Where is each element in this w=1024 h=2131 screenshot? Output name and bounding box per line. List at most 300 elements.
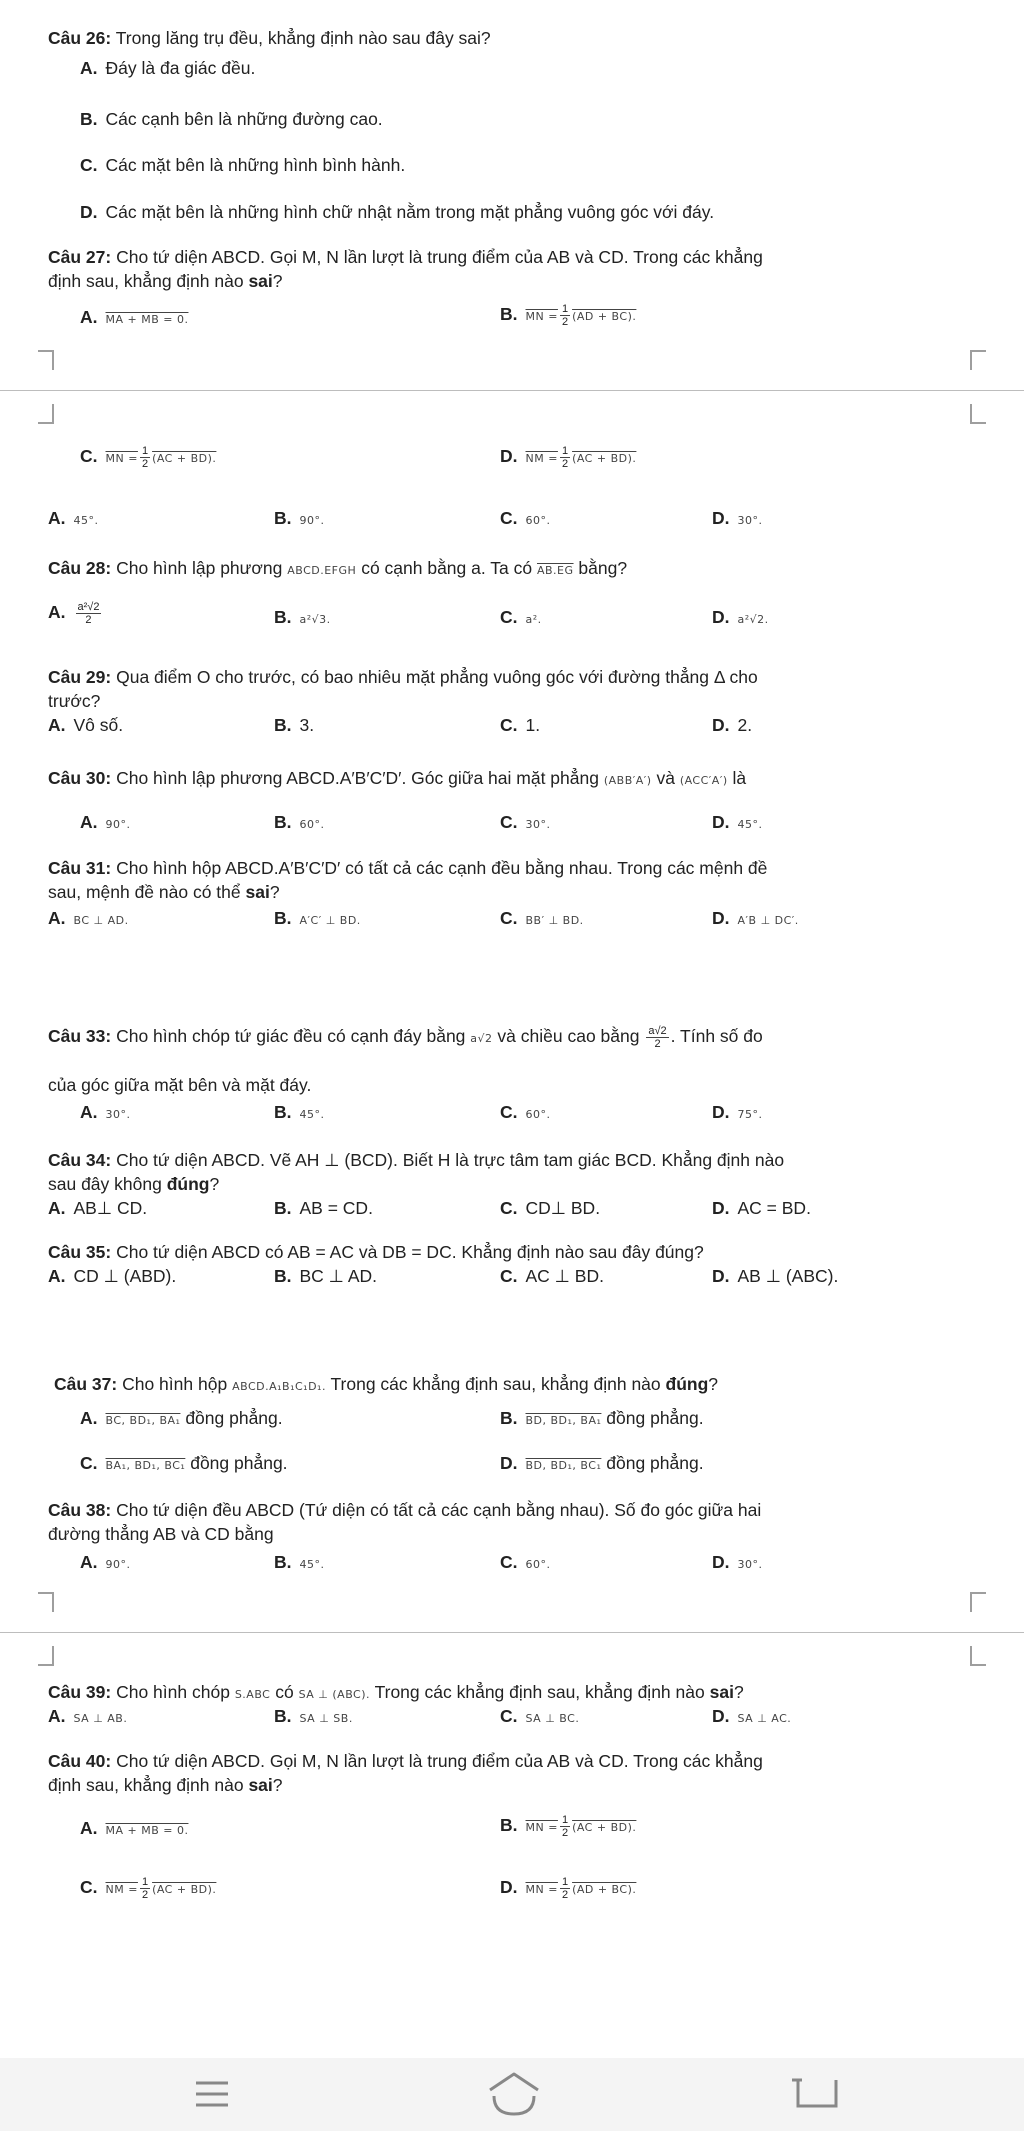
q29-a-label: A. xyxy=(48,715,66,735)
q34-stem-end: ? xyxy=(209,1174,220,1194)
q28-stem-math: ABCD.EFGH xyxy=(287,564,357,577)
q26-c-label: C. xyxy=(80,155,98,175)
q34-b-label: B. xyxy=(274,1198,292,1218)
q31-option-c xyxy=(500,906,584,933)
q39-option-a xyxy=(48,1704,127,1731)
q40-a-label: A. xyxy=(80,1818,98,1838)
menu-icon xyxy=(188,2072,236,2116)
q30-option-a xyxy=(80,810,131,837)
q27-stem-text-1: Cho tứ diện ABCD. Gọi M, N lần lượt là trung điểm của AB và CD. Trong các khẳng xyxy=(116,247,763,267)
q37-option-d xyxy=(500,1451,704,1478)
q28-option-a xyxy=(48,600,103,626)
q30-option-c xyxy=(500,810,551,837)
q39-stem-text-3: Trong các khẳng định sau, khẳng định nào xyxy=(374,1682,705,1702)
q38-option-a xyxy=(80,1550,131,1577)
q40-a-math: MA + MB = 0. xyxy=(105,1824,189,1837)
q28-c-val: a². xyxy=(525,613,542,626)
q28-b-label: B. xyxy=(274,607,292,627)
q30-c-val: 30°. xyxy=(525,818,551,831)
q27x-a-val: 45°. xyxy=(73,514,99,527)
menu-button[interactable] xyxy=(188,2072,236,2116)
q39-a-label: A. xyxy=(48,1706,66,1726)
q27-stem-line2 xyxy=(48,269,283,293)
q35-c-label: C. xyxy=(500,1266,518,1286)
q27-stem-line1 xyxy=(48,245,763,269)
q34-stem-text-1: Cho tứ diện ABCD. Vẽ AH ⊥ (BCD). Biết H là trực tâm tam giác BCD. Khẳng định nào xyxy=(116,1150,785,1170)
q39-stem-math2: SA ⊥ (ABC). xyxy=(298,1688,371,1701)
q40-stem-line2 xyxy=(48,1773,283,1797)
q39-a-val: SA ⊥ AB. xyxy=(73,1712,128,1725)
q28-stem-text-3: bằng? xyxy=(578,558,628,578)
q39-label: Câu 39: xyxy=(48,1682,112,1702)
q29-d-label: D. xyxy=(712,715,730,735)
q37-option-c xyxy=(80,1451,288,1478)
q33-option-b xyxy=(274,1100,325,1127)
q35-label: Câu 35: xyxy=(48,1242,112,1262)
q34-option-a xyxy=(48,1196,147,1220)
q27-stem-end: ? xyxy=(272,271,283,291)
q33-h-num: a√2 xyxy=(648,1024,667,1037)
q27-c-rhs: (AC + BD). xyxy=(152,452,217,465)
q27x-b-val: 90°. xyxy=(299,514,325,527)
q30-b-label: B. xyxy=(274,812,292,832)
q38-a-val: 90°. xyxy=(105,1558,131,1571)
q27-c-frac-num: 1 xyxy=(141,444,149,457)
q33-stem-text-1: Cho hình chóp tứ giác đều có cạnh đáy bằng xyxy=(116,1026,466,1046)
q35-d-label: D. xyxy=(712,1266,730,1286)
q37-d-label: D. xyxy=(500,1453,518,1473)
q27x-d-label: D. xyxy=(712,508,730,528)
q31-option-b xyxy=(274,906,361,933)
q29-stem-line1 xyxy=(48,665,758,689)
q27-answers-d xyxy=(712,506,763,533)
q28-a-frac xyxy=(76,601,102,626)
q35-stem xyxy=(48,1240,704,1264)
q27-b-lhs: MN = xyxy=(525,310,558,323)
q40-option-c xyxy=(80,1875,216,1902)
q34-a-label: A. xyxy=(48,1198,66,1218)
q26-d-label: D. xyxy=(80,202,98,222)
page-corner-mark xyxy=(970,1646,986,1666)
q28-option-d xyxy=(712,605,769,632)
q40-c-frac xyxy=(140,1876,150,1901)
q40-d-rhs: (AD + BC). xyxy=(572,1883,637,1896)
q30-stem-text-3: là xyxy=(732,768,747,788)
q28-option-c xyxy=(500,605,542,632)
q26-d-text: Các mặt bên là những hình chữ nhật nằm trong mặt phẳng vuông góc với đáy. xyxy=(105,202,715,222)
q29-option-d xyxy=(712,713,752,737)
q39-d-label: D. xyxy=(712,1706,730,1726)
q37-d-math: BD, BD₁, BC₁ xyxy=(525,1459,602,1472)
q26-option-a xyxy=(80,56,255,80)
q35-option-c xyxy=(500,1264,604,1288)
q35-option-a xyxy=(48,1264,176,1288)
q33-stem-text-4: của góc giữa mặt bên và mặt đáy. xyxy=(48,1075,312,1095)
q33-stem-math1: a√2 xyxy=(470,1032,493,1045)
q34-b-text: AB = CD. xyxy=(299,1198,373,1218)
q37-stem-bold: đúng xyxy=(665,1374,709,1394)
q31-stem-line2 xyxy=(48,880,280,904)
q28-a-num: a²√2 xyxy=(77,600,100,613)
q31-d-val: A′B ⊥ DC′. xyxy=(737,914,799,927)
q27-d-frac xyxy=(560,445,570,470)
q40-c-rhs: (AC + BD). xyxy=(152,1883,217,1896)
q37-stem-end: ? xyxy=(708,1374,719,1394)
q30-option-d xyxy=(712,810,763,837)
q38-stem-text-2: đường thẳng AB và CD bằng xyxy=(48,1524,274,1544)
q27-c-frac-den: 2 xyxy=(141,457,149,470)
q34-a-text: AB⊥ CD. xyxy=(73,1198,148,1218)
q39-stem-text-1: Cho hình chóp xyxy=(116,1682,230,1702)
q40-option-b xyxy=(500,1813,636,1840)
q40-b-label: B. xyxy=(500,1815,518,1835)
q27-b-rhs: (AD + BC). xyxy=(572,310,637,323)
q31-b-val: A′C′ ⊥ BD. xyxy=(299,914,361,927)
q39-option-d xyxy=(712,1704,791,1731)
q38-b-label: B. xyxy=(274,1552,292,1572)
q33-option-a xyxy=(80,1100,131,1127)
page-corner-mark xyxy=(970,404,986,424)
q35-a-text: CD ⊥ (ABD). xyxy=(73,1266,177,1286)
q37-a-label: A. xyxy=(80,1408,98,1428)
q37-option-a xyxy=(80,1406,283,1433)
q30-a-val: 90°. xyxy=(105,818,131,831)
q34-d-text: AC = BD. xyxy=(737,1198,811,1218)
q27-stem-text-2: định sau, khẳng định nào xyxy=(48,271,244,291)
q38-d-label: D. xyxy=(712,1552,730,1572)
q28-stem-text-1: Cho hình lập phương xyxy=(116,558,283,578)
q40-b-rhs: (AC + BD). xyxy=(572,1821,637,1834)
q31-stem-line1 xyxy=(48,856,767,880)
q27-option-c xyxy=(80,444,216,471)
q39-stem-end: ? xyxy=(733,1682,744,1702)
q35-stem-text: Cho tứ diện ABCD có AB = AC và DB = DC. Khẳng định nào sau đây đúng? xyxy=(116,1242,704,1262)
q34-d-label: D. xyxy=(712,1198,730,1218)
q27-answers-c xyxy=(500,506,551,533)
q34-stem-bold: đúng xyxy=(166,1174,210,1194)
q40-d-label: D. xyxy=(500,1877,518,1897)
q34-option-b xyxy=(274,1196,373,1220)
q33-option-d xyxy=(712,1100,763,1127)
q27-b-frac-den: 2 xyxy=(561,315,569,328)
q38-b-val: 45°. xyxy=(299,1558,325,1571)
q27-d-rhs: (AC + BD). xyxy=(572,452,637,465)
q30-a-label: A. xyxy=(80,812,98,832)
q27-d-lhs: NM = xyxy=(525,452,558,465)
q33-d-val: 75°. xyxy=(737,1108,763,1121)
page-corner-mark xyxy=(970,1592,986,1612)
q35-c-text: AC ⊥ BD. xyxy=(525,1266,604,1286)
q31-a-val: BC ⊥ AD. xyxy=(73,914,129,927)
q30-stem-text-2: và xyxy=(656,768,675,788)
q40-d-frac-den: 2 xyxy=(561,1888,569,1901)
navigation-bar xyxy=(0,2058,1024,2131)
q38-label: Câu 38: xyxy=(48,1500,112,1520)
q27x-a-label: A. xyxy=(48,508,66,528)
q30-label: Câu 30: xyxy=(48,768,112,788)
q37-b-label: B. xyxy=(500,1408,518,1428)
q29-stem-line2 xyxy=(48,689,100,713)
q40-stem-text-2: định sau, khẳng định nào xyxy=(48,1775,244,1795)
q27-answers-b xyxy=(274,506,325,533)
q29-b-text: 3. xyxy=(299,715,315,735)
q35-a-label: A. xyxy=(48,1266,66,1286)
q39-stem-bold: sai xyxy=(709,1682,734,1702)
q31-option-d xyxy=(712,906,799,933)
back-button[interactable] xyxy=(790,2072,844,2116)
q40-d-frac xyxy=(560,1876,570,1901)
q37-c-text: đồng phẳng. xyxy=(190,1453,288,1473)
q29-b-label: B. xyxy=(274,715,292,735)
q29-stem-text-1: Qua điểm O cho trước, có bao nhiêu mặt phẳng vuông góc với đường thẳng Δ cho xyxy=(116,667,758,687)
q31-c-val: BB′ ⊥ BD. xyxy=(525,914,584,927)
q34-label: Câu 34: xyxy=(48,1150,112,1170)
q34-c-label: C. xyxy=(500,1198,518,1218)
q34-option-d xyxy=(712,1196,811,1220)
q33-a-val: 30°. xyxy=(105,1108,131,1121)
q30-option-b xyxy=(274,810,325,837)
q39-d-val: SA ⊥ AC. xyxy=(737,1712,792,1725)
q33-b-label: B. xyxy=(274,1102,292,1122)
q34-stem-text-2: sau đây không xyxy=(48,1174,162,1194)
q29-option-c xyxy=(500,713,540,737)
q27-b-label: B. xyxy=(500,304,518,324)
q37-b-text: đồng phẳng. xyxy=(606,1408,704,1428)
q30-b-val: 60°. xyxy=(299,818,325,831)
q27-d-frac-num: 1 xyxy=(561,444,569,457)
q37-a-text: đồng phẳng. xyxy=(185,1408,283,1428)
q38-option-c xyxy=(500,1550,551,1577)
q28-option-b xyxy=(274,605,331,632)
q38-stem-line2 xyxy=(48,1522,274,1546)
q27-b-frac-num: 1 xyxy=(561,302,569,315)
q29-option-b xyxy=(274,713,314,737)
q37-label: Câu 37: xyxy=(54,1374,118,1394)
q37-d-text: đồng phẳng. xyxy=(606,1453,704,1473)
q28-d-val: a²√2. xyxy=(737,613,769,626)
q31-b-label: B. xyxy=(274,908,292,928)
page-separator xyxy=(0,390,1024,391)
q31-label: Câu 31: xyxy=(48,858,112,878)
q37-stem-text-2: Trong các khẳng định sau, khẳng định nào xyxy=(330,1374,661,1394)
q27x-d-val: 30°. xyxy=(737,514,763,527)
q30-d-val: 45°. xyxy=(737,818,763,831)
q37-stem xyxy=(54,1372,718,1399)
q31-stem-bold: sai xyxy=(245,882,270,902)
page-corner-mark xyxy=(38,1646,54,1666)
q29-a-text: Vô số. xyxy=(73,715,124,735)
q38-c-val: 60°. xyxy=(525,1558,551,1571)
q27x-c-label: C. xyxy=(500,508,518,528)
q40-d-frac-num: 1 xyxy=(561,1875,569,1888)
home-button[interactable] xyxy=(482,2068,546,2120)
q33-label: Câu 33: xyxy=(48,1026,112,1046)
q39-c-val: SA ⊥ BC. xyxy=(525,1712,580,1725)
q40-b-frac-num: 1 xyxy=(561,1813,569,1826)
q40-option-d xyxy=(500,1875,636,1902)
q27-b-frac xyxy=(560,303,570,328)
q33-b-val: 45°. xyxy=(299,1108,325,1121)
q40-label: Câu 40: xyxy=(48,1751,112,1771)
q26-option-b xyxy=(80,107,383,131)
q40-c-lhs: NM = xyxy=(105,1883,138,1896)
q40-d-lhs: MN = xyxy=(525,1883,558,1896)
q35-d-text: AB ⊥ (ABC). xyxy=(737,1266,839,1286)
q33-c-val: 60°. xyxy=(525,1108,551,1121)
q37-option-b xyxy=(500,1406,704,1433)
q27-c-label: C. xyxy=(80,446,98,466)
q34-c-text: CD⊥ BD. xyxy=(525,1198,601,1218)
q33-d-label: D. xyxy=(712,1102,730,1122)
q39-stem xyxy=(48,1680,744,1707)
q27-stem-bold: sai xyxy=(248,271,273,291)
q34-option-c xyxy=(500,1196,600,1220)
q29-option-a xyxy=(48,713,123,737)
page-corner-mark xyxy=(38,404,54,424)
q35-option-b xyxy=(274,1264,377,1288)
q26-stem-text: Trong lăng trụ đều, khẳng định nào sau đây sai? xyxy=(115,28,491,48)
q28-a-den: 2 xyxy=(85,613,92,626)
q38-c-label: C. xyxy=(500,1552,518,1572)
q26-option-c xyxy=(80,153,405,177)
q28-b-val: a²√3. xyxy=(299,613,331,626)
q31-d-label: D. xyxy=(712,908,730,928)
q29-stem-text-2: trước? xyxy=(48,691,101,711)
q39-b-label: B. xyxy=(274,1706,292,1726)
q28-c-label: C. xyxy=(500,607,518,627)
q27-label: Câu 27: xyxy=(48,247,112,267)
q27-a-math: MA + MB = 0. xyxy=(105,313,189,326)
q33-a-label: A. xyxy=(80,1102,98,1122)
q30-c-label: C. xyxy=(500,812,518,832)
q37-stem-math: ABCD.A₁B₁C₁D₁. xyxy=(232,1380,326,1393)
q31-stem-end: ? xyxy=(269,882,280,902)
q27-option-a xyxy=(80,305,188,332)
q37-stem-text-1: Cho hình hộp xyxy=(122,1374,228,1394)
q31-stem-text-1: Cho hình hộp ABCD.A′B′C′D′ có tất cả các cạnh đều bằng nhau. Trong các mệnh đề xyxy=(116,858,768,878)
q37-c-label: C. xyxy=(80,1453,98,1473)
q31-stem-text-2: sau, mệnh đề nào có thể xyxy=(48,882,241,902)
q27-c-lhs: MN = xyxy=(105,452,138,465)
q27x-c-val: 60°. xyxy=(525,514,551,527)
q26-label: Câu 26: xyxy=(48,28,112,48)
q38-stem-line1 xyxy=(48,1498,761,1522)
q38-a-label: A. xyxy=(80,1552,98,1572)
q29-label: Câu 29: xyxy=(48,667,112,687)
q37-b-math: BD, BD₁, BA₁ xyxy=(525,1414,602,1427)
home-icon xyxy=(482,2068,546,2120)
q27-option-b xyxy=(500,302,636,329)
q39-stem-text-2: có xyxy=(275,1682,294,1702)
q30-stem xyxy=(48,766,746,793)
q38-option-b xyxy=(274,1550,325,1577)
q39-b-val: SA ⊥ SB. xyxy=(299,1712,353,1725)
q33-c-label: C. xyxy=(500,1102,518,1122)
q34-stem-line2 xyxy=(48,1172,219,1196)
q37-a-math: BC, BD₁, BA₁ xyxy=(105,1414,181,1427)
q27x-b-label: B. xyxy=(274,508,292,528)
q30-stem-text-1: Cho hình lập phương ABCD.A′B′C′D′. Góc giữa hai mặt phẳng xyxy=(116,768,599,788)
q26-b-text: Các cạnh bên là những đường cao. xyxy=(105,109,383,129)
q26-option-d xyxy=(80,200,714,224)
q30-stem-math1: (ABB′A′) xyxy=(603,774,652,787)
page-corner-mark xyxy=(38,1592,54,1612)
q39-option-b xyxy=(274,1704,353,1731)
q35-option-d xyxy=(712,1264,838,1288)
q30-stem-math2: (ACC′A′) xyxy=(679,774,728,787)
page-separator xyxy=(0,1632,1024,1633)
q40-stem-end: ? xyxy=(272,1775,283,1795)
q27-d-frac-den: 2 xyxy=(561,457,569,470)
q28-stem-text-2: có cạnh bằng a. Ta có xyxy=(361,558,533,578)
q27-a-label: A. xyxy=(80,307,98,327)
q33-option-c xyxy=(500,1100,551,1127)
q38-stem-text-1: Cho tứ diện đều ABCD (Tứ diện có tất cả các cạnh bằng nhau). Số đo góc giữa hai xyxy=(116,1500,762,1520)
q39-c-label: C. xyxy=(500,1706,518,1726)
q40-stem-line1 xyxy=(48,1749,763,1773)
q26-a-text: Đáy là đa giác đều. xyxy=(105,58,256,78)
q40-b-frac-den: 2 xyxy=(561,1826,569,1839)
q38-option-d xyxy=(712,1550,763,1577)
q33-stem-text-2: và chiều cao bằng xyxy=(497,1026,640,1046)
q27-c-frac xyxy=(140,445,150,470)
q33-stem-line2 xyxy=(48,1073,311,1097)
q35-b-text: BC ⊥ AD. xyxy=(299,1266,377,1286)
q28-label: Câu 28: xyxy=(48,558,112,578)
q40-c-frac-num: 1 xyxy=(141,1875,149,1888)
back-icon xyxy=(790,2072,844,2116)
q33-h-den: 2 xyxy=(654,1037,661,1050)
q40-c-label: C. xyxy=(80,1877,98,1897)
q27-d-label: D. xyxy=(500,446,518,466)
page-corner-mark xyxy=(38,350,54,370)
q26-a-label: A. xyxy=(80,58,98,78)
q33-stem-text-3: . Tính số đo xyxy=(670,1026,763,1046)
q31-c-label: C. xyxy=(500,908,518,928)
q39-option-c xyxy=(500,1704,579,1731)
q34-stem-line1 xyxy=(48,1148,784,1172)
q28-d-label: D. xyxy=(712,607,730,627)
q29-c-label: C. xyxy=(500,715,518,735)
q33-height-frac xyxy=(646,1025,668,1050)
q26-b-label: B. xyxy=(80,109,98,129)
q28-stem-math2: AB.EG xyxy=(536,564,574,577)
q29-d-text: 2. xyxy=(737,715,753,735)
q38-d-val: 30°. xyxy=(737,1558,763,1571)
page-corner-mark xyxy=(970,350,986,370)
q26-c-text: Các mặt bên là những hình bình hành. xyxy=(105,155,406,175)
q27-answers-a xyxy=(48,506,99,533)
q29-c-text: 1. xyxy=(525,715,541,735)
q40-b-frac xyxy=(560,1814,570,1839)
q28-a-label: A. xyxy=(48,602,66,622)
q28-stem xyxy=(48,556,627,583)
q35-b-label: B. xyxy=(274,1266,292,1286)
q33-stem-line1 xyxy=(48,1024,763,1051)
q30-d-label: D. xyxy=(712,812,730,832)
q31-option-a xyxy=(48,906,129,933)
q40-stem-text-1: Cho tứ diện ABCD. Gọi M, N lần lượt là trung điểm của AB và CD. Trong các khẳng xyxy=(116,1751,763,1771)
q40-c-frac-den: 2 xyxy=(141,1888,149,1901)
q40-b-lhs: MN = xyxy=(525,1821,558,1834)
q37-c-math: BA₁, BD₁, BC₁ xyxy=(105,1459,186,1472)
q40-option-a xyxy=(80,1816,188,1843)
q39-stem-math1: S.ABC xyxy=(234,1688,271,1701)
q27-option-d xyxy=(500,444,636,471)
q31-a-label: A. xyxy=(48,908,66,928)
q26-stem xyxy=(48,26,491,50)
q40-stem-bold: sai xyxy=(248,1775,273,1795)
